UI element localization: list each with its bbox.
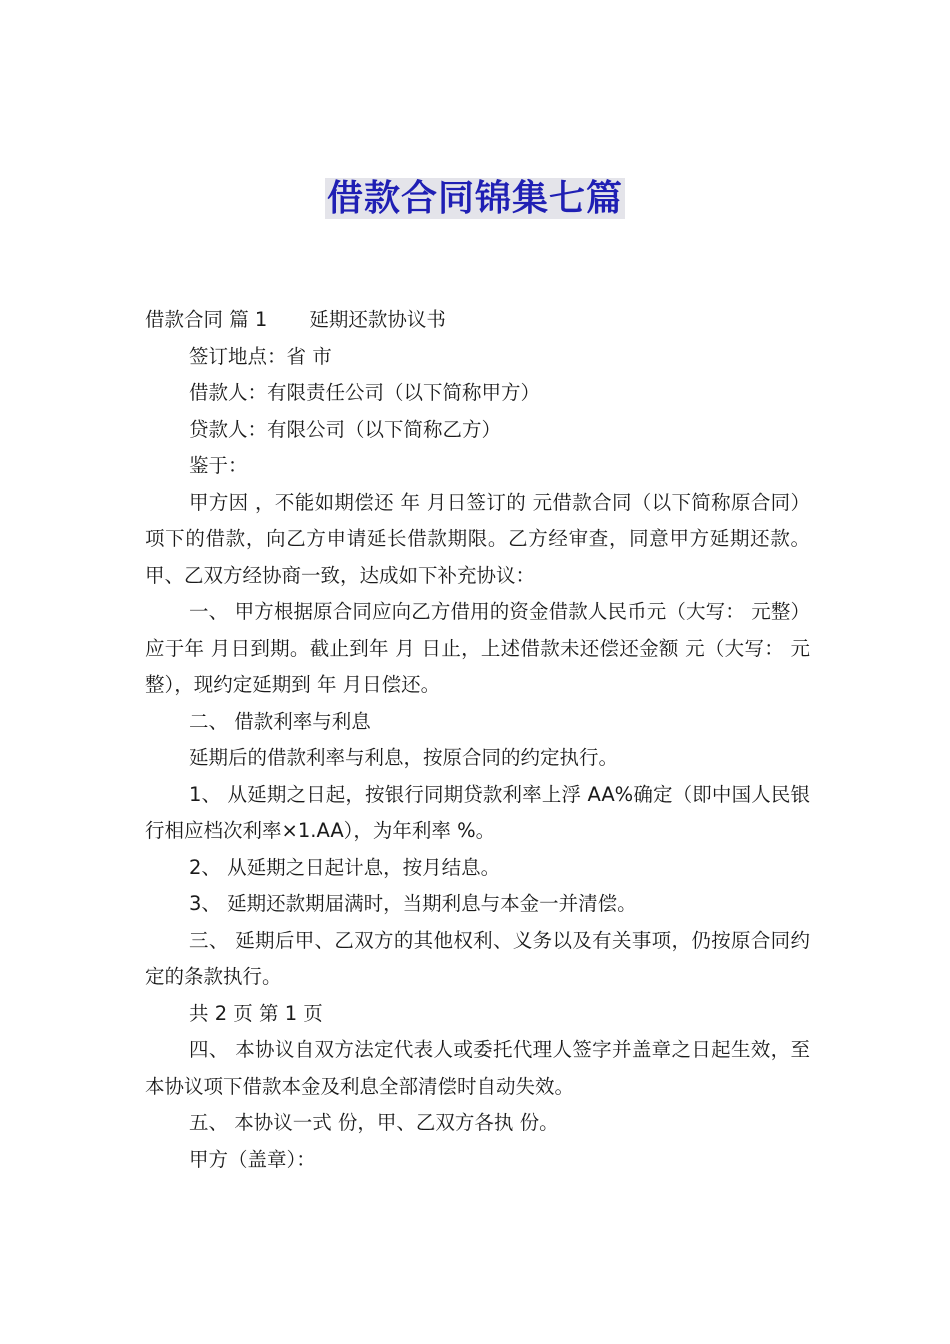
paragraph: 二、 借款利率与利息	[189, 709, 371, 733]
paragraph: 3、 延期还款期届满时，当期利息与本金一并清偿。	[189, 892, 637, 915]
paragraph: 签订地点：省 市	[189, 344, 332, 368]
paragraph: 2、 从延期之日起计息，按月结息。	[189, 855, 501, 879]
section-heading	[145, 302, 810, 339]
paragraph: 一、 甲方根据原合同应向乙方借用的资金借款人民币元（大写： 元整）应于年 月日到期。截止到年 月 日止，上述借款未还偿还金额 元（大写： 元整），现约定延期到 年 月日偿还。	[145, 600, 810, 696]
paragraph: 延期后的借款利率与利息，按原合同的约定执行。	[189, 746, 619, 769]
document-title-text: 借款合同锦集七篇	[326, 178, 623, 219]
paragraph: 五、 本协议一式 份，甲、乙双方各执 份。	[189, 1111, 559, 1134]
paragraph: 甲方因 ，不能如期偿还 年 月日签订的 元借款合同（以下简称原合同）项下的借款，向乙方申请延长借款期限。乙方经审查，同意甲方延期还款。甲、乙双方经协商一致，达成如下补充协议：	[145, 490, 810, 587]
paragraph: 借款人：有限责任公司（以下简称甲方）	[189, 381, 541, 404]
agreement-title: 延期还款协议书	[309, 308, 446, 331]
paragraph: 三、 延期后甲、乙双方的其他权利、义务以及有关事项，仍按原合同约定的条款执行。	[145, 928, 810, 988]
paragraph: 鉴于：	[189, 454, 248, 477]
section-label: 借款合同 篇 1	[145, 308, 268, 331]
document-body	[145, 302, 810, 1178]
document-title	[0, 174, 950, 224]
paragraph: 1、 从延期之日起，按银行同期贷款利率上浮 AA%确定（即中国人民银行相应档次利率×1.AA），为年利率 %。	[145, 782, 810, 842]
paragraph: 四、 本协议自双方法定代表人或委托代理人签字并盖章之日起生效，至本协议项下借款本金及利息全部清偿时自动失效。	[145, 1038, 810, 1098]
page-counter: 共 2 页 第 1 页	[189, 1001, 323, 1025]
signature-line: 甲方（盖章）：	[189, 1147, 316, 1171]
paragraph: 贷款人：有限公司（以下简称乙方）	[189, 417, 502, 441]
